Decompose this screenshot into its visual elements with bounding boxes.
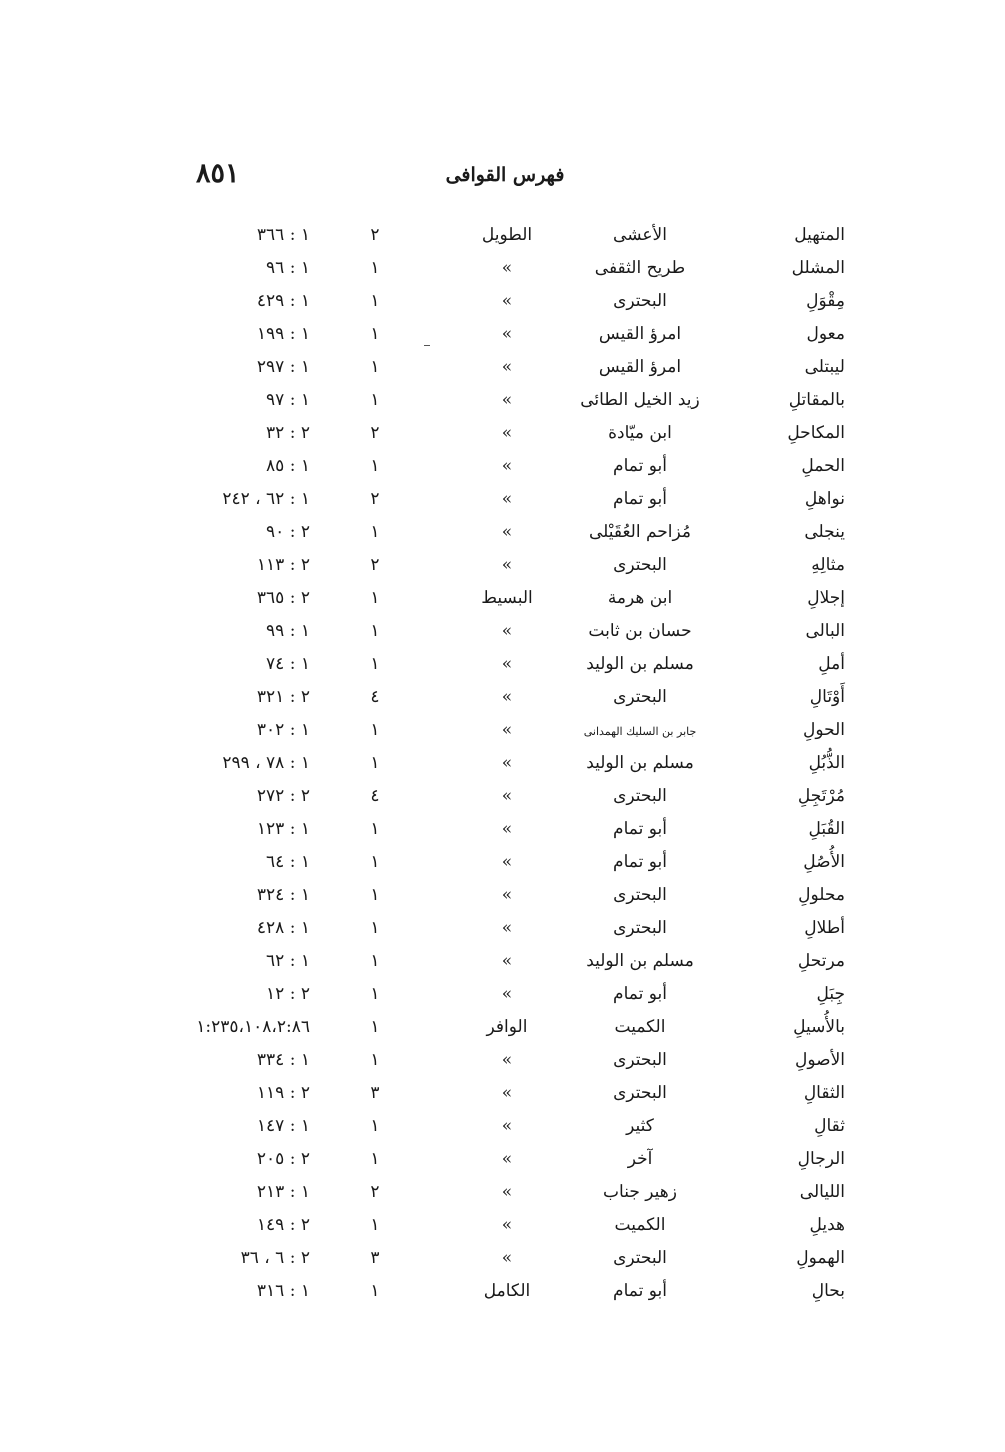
meter-cell: » xyxy=(501,357,513,377)
meter-cell: » xyxy=(501,786,513,806)
rhyme-cell: أَوْتَالِ xyxy=(809,687,845,707)
reference-cell: ١ : ٣٢٤ xyxy=(256,885,310,905)
table-row xyxy=(0,716,1005,749)
reference-cell: ٢ : ٩٠ xyxy=(266,522,310,542)
table-row xyxy=(0,914,1005,947)
poet-cell: البحترى xyxy=(613,1083,667,1103)
reference-cell: ٢ : ٦ ، ٣٦ xyxy=(240,1248,310,1268)
poet-cell: آخر xyxy=(627,1149,653,1169)
poet-cell: البحترى xyxy=(613,1050,667,1070)
page-title: فهرس القوافى xyxy=(445,164,565,186)
poet-cell: أبو تمام xyxy=(613,852,667,872)
meter-cell: » xyxy=(501,1215,513,1235)
verse-count-cell: ٣ xyxy=(370,1248,380,1268)
reference-cell: ٢ : ١٤٩ xyxy=(256,1215,310,1235)
reference-cell: ١ : ٢٩٧ xyxy=(256,357,310,377)
table-row xyxy=(0,782,1005,815)
table-row xyxy=(0,683,1005,716)
verse-count-cell: ١ xyxy=(370,324,380,344)
table-row xyxy=(0,947,1005,980)
poet-cell: مسلم بن الوليد xyxy=(586,654,694,674)
poet-cell: طريح الثقفى xyxy=(594,258,686,278)
table-row xyxy=(0,1211,1005,1244)
meter-cell: » xyxy=(501,390,513,410)
poet-cell: البحترى xyxy=(613,918,667,938)
reference-cell: ١ : ٦٢ xyxy=(266,951,310,971)
table-row xyxy=(0,419,1005,452)
meter-cell: » xyxy=(501,1248,513,1268)
rhyme-cell: المكاحلِ xyxy=(787,423,845,443)
rhyme-cell: بالأُسيلِ xyxy=(793,1017,845,1037)
verse-count-cell: ١ xyxy=(370,258,380,278)
meter-cell: » xyxy=(501,1083,513,1103)
verse-count-cell: ٤ xyxy=(370,786,380,806)
rhyme-cell: الحولِ xyxy=(802,720,845,740)
poet-cell: البحترى xyxy=(613,291,667,311)
table-row xyxy=(0,353,1005,386)
table-row xyxy=(0,650,1005,683)
table-row xyxy=(0,584,1005,617)
rhyme-cell: الثقالِ xyxy=(803,1083,845,1103)
verse-count-cell: ١ xyxy=(370,621,380,641)
reference-cell: ٢ : ٢٧٢ xyxy=(256,786,310,806)
table-row xyxy=(0,1079,1005,1112)
meter-cell: » xyxy=(501,621,513,641)
meter-cell: » xyxy=(501,984,513,1004)
reference-cell: ٢ : ٣٢ xyxy=(266,423,310,443)
poet-cell: البحترى xyxy=(613,687,667,707)
meter-cell: الطويل xyxy=(481,225,533,245)
verse-count-cell: ١ xyxy=(370,753,380,773)
rhyme-cell: مثالِهِ xyxy=(811,555,845,575)
verse-count-cell: ٢ xyxy=(370,423,380,443)
poet-cell: أبو تمام xyxy=(613,456,667,476)
rhyme-cell: محلولِ xyxy=(798,885,845,905)
rhyme-cell: مِقْوَلِ xyxy=(806,291,845,311)
verse-count-cell: ١ xyxy=(370,918,380,938)
poet-cell: أبو تمام xyxy=(613,1281,667,1301)
table-row xyxy=(0,1046,1005,1079)
rhyme-cell: إجلالِ xyxy=(807,588,845,608)
rhyme-cell: الليالى xyxy=(799,1182,845,1202)
poet-cell: امرؤ القيس xyxy=(598,357,682,377)
table-row xyxy=(0,1277,1005,1310)
page-number: ٨٥١ xyxy=(196,158,240,189)
meter-cell: » xyxy=(501,951,513,971)
reference-cell: ١ : ٨٥ xyxy=(266,456,310,476)
poet-cell: ابن ميّادة xyxy=(608,423,672,443)
verse-count-cell: ١ xyxy=(370,1116,380,1136)
verse-count-cell: ١ xyxy=(370,588,380,608)
table-row xyxy=(0,254,1005,287)
verse-count-cell: ١ xyxy=(370,885,380,905)
rhyme-cell: الأصولِ xyxy=(795,1050,845,1070)
poet-cell: البحترى xyxy=(613,885,667,905)
meter-cell: » xyxy=(501,1050,513,1070)
verse-count-cell: ١ xyxy=(370,984,380,1004)
meter-cell: » xyxy=(501,654,513,674)
reference-cell: ١ : ٤٢٨ xyxy=(256,918,310,938)
table-row xyxy=(0,551,1005,584)
table-row xyxy=(0,881,1005,914)
rhyme-cell: القُبَلِ xyxy=(808,819,845,839)
reference-cell: ٢ : ١١٣ xyxy=(256,555,310,575)
reference-cell: ١ : ١٩٩ xyxy=(256,324,310,344)
table-row xyxy=(0,848,1005,881)
reference-cell: ٢ : ١١٩ xyxy=(256,1083,310,1103)
poet-cell: البحترى xyxy=(613,555,667,575)
rhyme-cell: بحالِ xyxy=(811,1281,845,1301)
rhyme-cell: مُرْتَجِلِ xyxy=(797,786,845,806)
rhyme-cell: البالى xyxy=(805,621,845,641)
poet-cell: ابن هرمة xyxy=(607,588,673,608)
table-row xyxy=(0,518,1005,551)
rhyme-cell: ليبتلى xyxy=(804,357,845,377)
table-row xyxy=(0,452,1005,485)
poet-cell: البحترى xyxy=(613,1248,667,1268)
rhyme-cell: هديلِ xyxy=(809,1215,845,1235)
meter-cell: » xyxy=(501,1116,513,1136)
meter-cell: » xyxy=(501,918,513,938)
meter-cell: » xyxy=(501,819,513,839)
poet-cell: البحترى xyxy=(613,786,667,806)
meter-cell: الوافر xyxy=(486,1017,528,1037)
reference-cell: ١ : ٦٤ xyxy=(266,852,310,872)
rhyme-cell: نواهلِ xyxy=(804,489,845,509)
meter-cell: » xyxy=(501,1149,513,1169)
poet-cell: الكميت xyxy=(614,1017,666,1037)
poet-cell: مُزاحم العُقَيْلى xyxy=(588,522,692,542)
meter-cell: » xyxy=(501,456,513,476)
meter-cell: » xyxy=(501,1182,513,1202)
meter-cell: » xyxy=(501,687,513,707)
poet-cell: امرؤ القيس xyxy=(598,324,682,344)
reference-cell: ١ : ٣١٦ xyxy=(256,1281,310,1301)
reference-cell: ١ : ٧٨ ، ٢٩٩ xyxy=(222,753,310,773)
rhyme-cell: ثقالِ xyxy=(814,1116,845,1136)
verse-count-cell: ١ xyxy=(370,522,380,542)
verse-count-cell: ١ xyxy=(370,357,380,377)
reference-cell: ١ : ٣٣٤ xyxy=(256,1050,310,1070)
meter-cell: الكامل xyxy=(483,1281,531,1301)
table-row xyxy=(0,1145,1005,1178)
meter-cell: » xyxy=(501,522,513,542)
rhyme-cell: أملِ xyxy=(818,654,845,674)
table-row xyxy=(0,815,1005,848)
reference-cell: ٢ : ٣٦٥ xyxy=(256,588,310,608)
rhyme-cell: الرجالِ xyxy=(797,1149,845,1169)
meter-cell: » xyxy=(501,258,513,278)
verse-count-cell: ١ xyxy=(370,456,380,476)
table-row xyxy=(0,1244,1005,1277)
table-row xyxy=(0,221,1005,254)
meter-cell: » xyxy=(501,885,513,905)
table-row xyxy=(0,1112,1005,1145)
table-row xyxy=(0,617,1005,650)
verse-count-cell: ١ xyxy=(370,1050,380,1070)
table-row xyxy=(0,1013,1005,1046)
meter-cell: » xyxy=(501,291,513,311)
poet-cell: الكميت xyxy=(614,1215,666,1235)
rhyme-cell: معول xyxy=(806,324,845,344)
poet-cell: زيد الخيل الطائى xyxy=(580,390,700,410)
rhyme-cell: أطلالِ xyxy=(804,918,845,938)
meter-cell: » xyxy=(501,423,513,443)
verse-count-cell: ٢ xyxy=(370,225,380,245)
meter-cell: » xyxy=(501,489,513,509)
reference-cell: ١ : ١٤٧ xyxy=(256,1116,310,1136)
table-row xyxy=(0,320,1005,353)
reference-cell: ٢ : ١٢ xyxy=(266,984,310,1004)
reference-cell: ١ : ٢١٣ xyxy=(256,1182,310,1202)
rhyme-index-table xyxy=(0,221,1005,1310)
meter-cell: » xyxy=(501,852,513,872)
meter-cell: » xyxy=(501,720,513,740)
reference-cell: ٢ : ٢٠٥ xyxy=(256,1149,310,1169)
rhyme-cell: ينجلى xyxy=(804,522,845,542)
poet-cell: كثير xyxy=(626,1116,654,1136)
verse-count-cell: ١ xyxy=(370,1215,380,1235)
verse-count-cell: ١ xyxy=(370,852,380,872)
verse-count-cell: ٢ xyxy=(370,555,380,575)
reference-cell: ٢ : ٣٢١ xyxy=(256,687,310,707)
rhyme-cell: بالمقاتلِ xyxy=(788,390,845,410)
verse-count-cell: ١ xyxy=(370,951,380,971)
poet-cell: مسلم بن الوليد xyxy=(586,753,694,773)
table-row xyxy=(0,1178,1005,1211)
rhyme-cell: جِبَلِ xyxy=(816,984,845,1004)
rhyme-cell: المشلل xyxy=(791,258,845,278)
reference-cell: ١ : ٩٧ xyxy=(266,390,310,410)
reference-cell: ١ : ٦٢ ، ٢٤٢ xyxy=(222,489,310,509)
verse-count-cell: ٤ xyxy=(370,687,380,707)
table-row xyxy=(0,287,1005,320)
meter-cell: » xyxy=(501,555,513,575)
verse-count-cell: ١ xyxy=(370,654,380,674)
rhyme-cell: الأُصُلِ xyxy=(803,852,845,872)
verse-count-cell: ١ xyxy=(370,720,380,740)
verse-count-cell: ١ xyxy=(370,390,380,410)
reference-cell: ١ : ٣٦٦ xyxy=(256,225,310,245)
meter-cell: » xyxy=(501,753,513,773)
poet-cell: جابر بن السليك الهمدانى xyxy=(583,725,697,738)
poet-cell: حسان بن ثابت xyxy=(588,621,692,641)
verse-count-cell: ١ xyxy=(370,1149,380,1169)
table-row xyxy=(0,980,1005,1013)
reference-cell: ١ : ٩٩ xyxy=(266,621,310,641)
reference-cell: ١:٢٣٥،١٠٨،٢:٨٦ xyxy=(196,1017,310,1037)
reference-cell: ١ : ٤٢٩ xyxy=(256,291,310,311)
ink-speck xyxy=(424,345,430,346)
poet-cell: زهير جناب xyxy=(603,1182,677,1202)
reference-cell: ١ : ٧٤ xyxy=(266,654,310,674)
verse-count-cell: ٢ xyxy=(370,1182,380,1202)
table-row xyxy=(0,749,1005,782)
table-row xyxy=(0,386,1005,419)
verse-count-cell: ١ xyxy=(370,291,380,311)
verse-count-cell: ١ xyxy=(370,1017,380,1037)
rhyme-cell: المتهيل xyxy=(794,225,845,245)
rhyme-cell: الحملِ xyxy=(801,456,845,476)
verse-count-cell: ١ xyxy=(370,1281,380,1301)
rhyme-cell: الذُّبُلِ xyxy=(808,753,845,773)
rhyme-cell: الهمولِ xyxy=(796,1248,845,1268)
meter-cell: » xyxy=(501,324,513,344)
reference-cell: ١ : ١٢٣ xyxy=(256,819,310,839)
poet-cell: الأعشى xyxy=(613,225,667,245)
reference-cell: ١ : ٩٦ xyxy=(266,258,310,278)
verse-count-cell: ٣ xyxy=(370,1083,380,1103)
rhyme-cell: مرتحلِ xyxy=(797,951,845,971)
table-row xyxy=(0,485,1005,518)
reference-cell: ١ : ٣٠٢ xyxy=(256,720,310,740)
meter-cell: البسيط xyxy=(481,588,533,608)
poet-cell: أبو تمام xyxy=(613,489,667,509)
poet-cell: أبو تمام xyxy=(613,984,667,1004)
verse-count-cell: ٢ xyxy=(370,489,380,509)
verse-count-cell: ١ xyxy=(370,819,380,839)
poet-cell: أبو تمام xyxy=(613,819,667,839)
poet-cell: مسلم بن الوليد xyxy=(586,951,694,971)
